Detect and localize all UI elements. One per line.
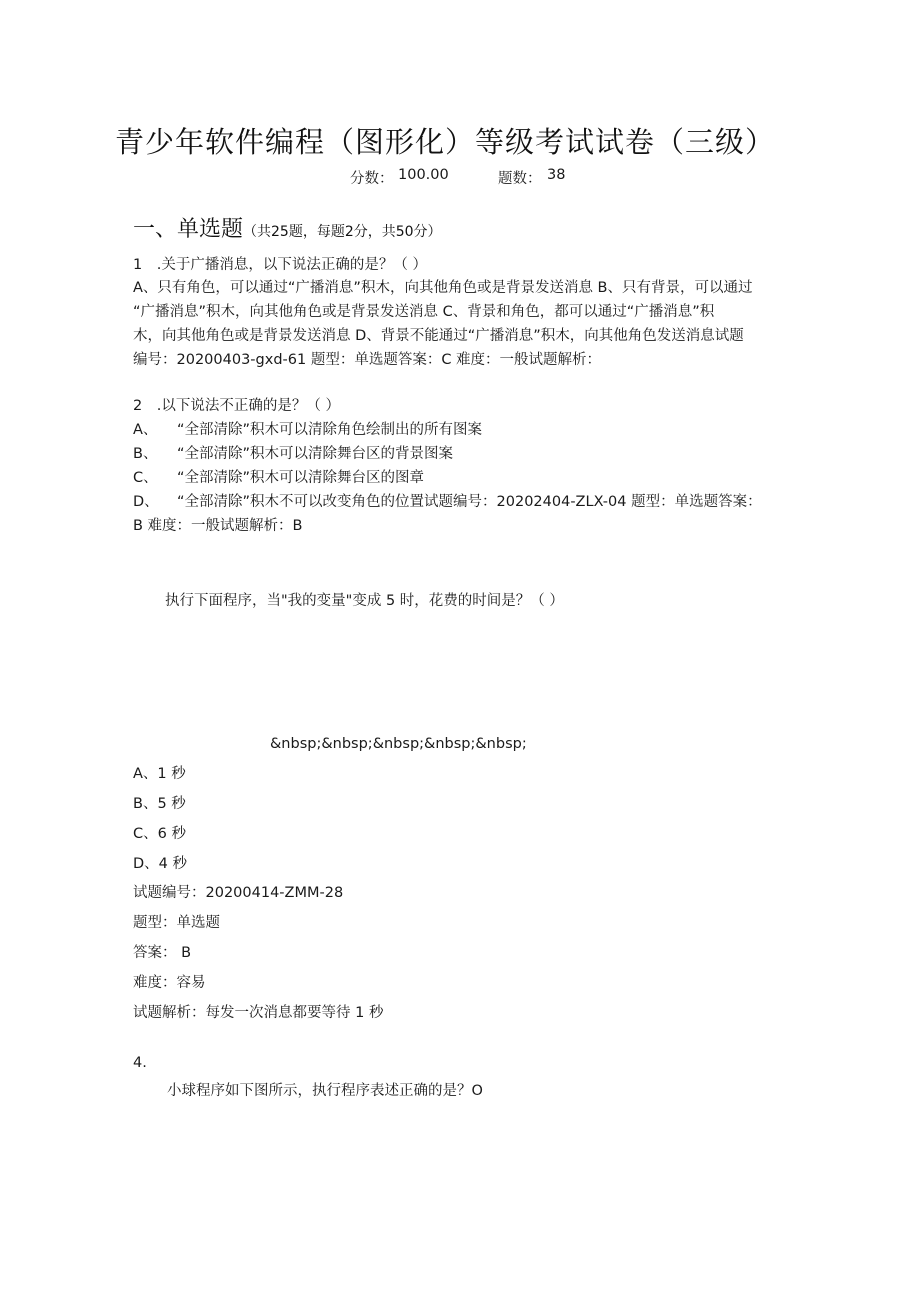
option-letter: D、: [133, 494, 159, 510]
q2-option: [133, 466, 424, 490]
q1-line: 木，向其他角色或是背景发送消息 D、背景不能通过“广播消息”积木，向其他角色发送消息试题: [133, 328, 744, 344]
page-title: 青少年软件编程（图形化）等级考试试卷（三级）: [114, 125, 775, 159]
score-label: 分数：: [350, 171, 394, 187]
q3-stem: 执行下面程序，当"我的变量"变成 5 时，花费的时间是？（ ）: [165, 593, 564, 609]
q3-option: A、1 秒: [133, 766, 186, 782]
q2-stem: 2 .以下说法不正确的是？（ ）: [133, 398, 340, 414]
q3-difficulty: 难度：容易: [133, 975, 206, 991]
q3-nbsp-text: &nbsp;&nbsp;&nbsp;&nbsp;&nbsp;: [270, 736, 527, 752]
option-text: “全部清除”积木可以清除舞台区的背景图案: [177, 446, 454, 462]
q3-option: D、4 秒: [133, 856, 187, 872]
q1-line: A、只有角色，可以通过“广播消息”积木，向其他角色或是背景发送消息 B、只有背景，可以通过: [133, 280, 753, 296]
option-letter: C、: [133, 470, 158, 486]
count-label: 题数：: [498, 171, 542, 187]
q3-option: B、5 秒: [133, 796, 186, 812]
q4-stem: 小球程序如下图所示，执行程序表述正确的是？O: [167, 1083, 483, 1099]
option-text: “全部清除”积木可以清除舞台区的图章: [177, 470, 425, 486]
section-heading: [133, 212, 442, 243]
q1-line: 编号：20200403-gxd-61 题型：单选题答案：C 难度：一般试题解析：: [133, 352, 602, 368]
score-value: 100.00: [398, 167, 449, 183]
section-note: （共25题，每题2分，共50分）: [243, 224, 442, 240]
option-text: “全部清除”积木可以清除角色绘制出的所有图案: [177, 422, 483, 438]
q3-analysis: 试题解析：每发一次消息都要等待 1 秒: [133, 1005, 384, 1021]
q3-answer: 答案： B: [133, 945, 192, 961]
option-letter: B、: [133, 446, 158, 462]
option-letter: A、: [133, 422, 158, 438]
q2-tail: B 难度：一般试题解析：B: [133, 518, 303, 534]
q2-option: [133, 442, 453, 466]
option-text: “全部清除”积木不可以改变角色的位置试题编号：20202404-ZLX-04 题型：单选题答案：: [177, 494, 762, 510]
q3-option: C、6 秒: [133, 826, 186, 842]
q3-id: 试题编号：20200414-ZMM-28: [133, 885, 344, 901]
q1-line: “广播消息”积木，向其他角色或是背景发送消息 C、背景和角色，都可以通过“广播消息”积: [133, 304, 715, 320]
q2-option: [133, 490, 762, 514]
section-title: 一、单选题: [133, 217, 244, 242]
q2-option: [133, 418, 482, 442]
q3-type: 题型：单选题: [133, 915, 220, 931]
q4-number: 4.: [133, 1055, 147, 1071]
q1-line: 1 .关于广播消息，以下说法正确的是？（ ）: [133, 257, 427, 273]
count-value: 38: [547, 167, 566, 183]
